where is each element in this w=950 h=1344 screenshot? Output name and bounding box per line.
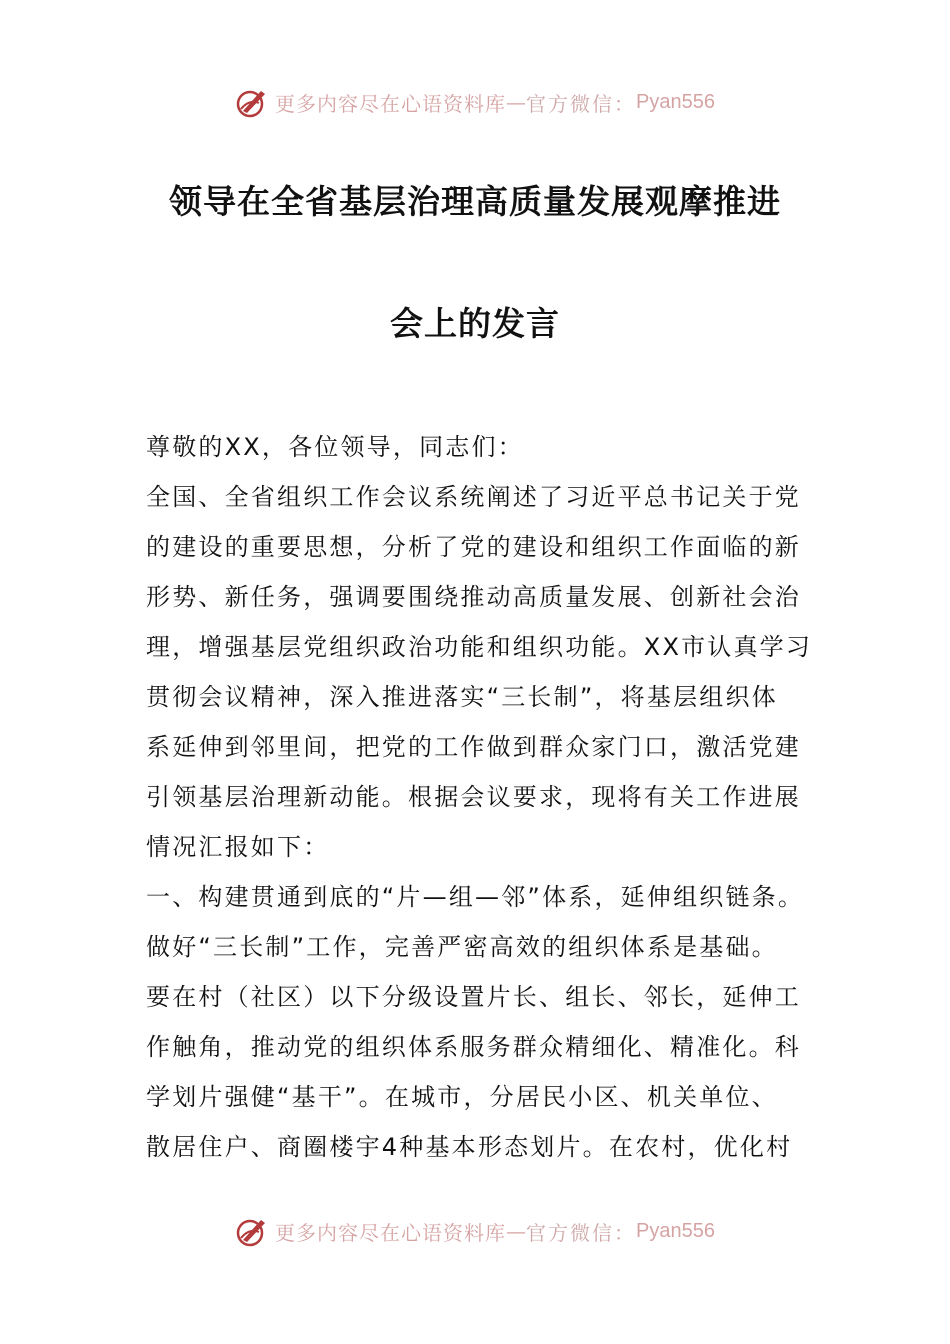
body-line: 作触角，推动党的组织体系服务群众精细化、精准化。科 bbox=[146, 1033, 801, 1061]
footer-promo-text: 更多内容尽在心语资料库 bbox=[275, 1220, 507, 1245]
footer-separator: — bbox=[506, 1219, 527, 1243]
body-line: 的建设的重要思想，分析了党的建设和组织工作面临的新 bbox=[146, 533, 801, 561]
body-line: 理，增强基层党组织政治功能和组织功能。XX市认真学习 bbox=[146, 633, 813, 661]
body-line: 散居住户、商圈楼宇4种基本形态划片。在农村，优化村 bbox=[146, 1133, 793, 1161]
footer-banner bbox=[0, 1211, 950, 1251]
body-line: 要在村（社区）以下分级设置片长、组长、邻长，延伸工 bbox=[146, 983, 801, 1011]
pen-logo-icon bbox=[235, 1214, 269, 1248]
body-line: 贯彻会议精神，深入推进落实“三长制”，将基层组织体 bbox=[146, 683, 778, 711]
document-body bbox=[146, 422, 813, 1172]
body-line: 引领基层治理新动能。根据会议要求，现将有关工作进展 bbox=[146, 783, 801, 811]
pen-logo-icon bbox=[235, 85, 269, 119]
body-line: 一、构建贯通到底的“片—组—邻”体系，延伸组织链条。 bbox=[146, 883, 805, 911]
body-line: 情况汇报如下： bbox=[146, 833, 330, 861]
body-line: 全国、全省组织工作会议系统阐述了习近平总书记关于党 bbox=[146, 483, 801, 511]
header-wechat-id: Pyan556 bbox=[636, 90, 715, 113]
document-title-line-1: 领导在全省基层治理高质量发展观摩推进 bbox=[169, 182, 781, 221]
body-line: 尊敬的XX，各位领导，同志们： bbox=[146, 433, 524, 461]
header-banner bbox=[0, 82, 950, 122]
body-line: 做好“三长制”工作，完善严密高效的组织体系是基础。 bbox=[146, 933, 778, 961]
body-line: 系延伸到邻里间，把党的工作做到群众家门口，激活党建 bbox=[146, 733, 801, 761]
footer-wechat-id: Pyan556 bbox=[636, 1219, 715, 1242]
header-wechat-label: 官方微信： bbox=[526, 91, 637, 116]
body-line: 学划片强健“基干”。在城市，分居民小区、机关单位、 bbox=[146, 1083, 778, 1111]
header-promo-text: 更多内容尽在心语资料库 bbox=[275, 91, 507, 116]
footer-wechat-label: 官方微信： bbox=[526, 1220, 637, 1245]
document-title-line-2: 会上的发言 bbox=[390, 304, 560, 343]
header-separator: — bbox=[506, 90, 527, 114]
body-line: 形势、新任务，强调要围绕推动高质量发展、创新社会治 bbox=[146, 583, 801, 611]
